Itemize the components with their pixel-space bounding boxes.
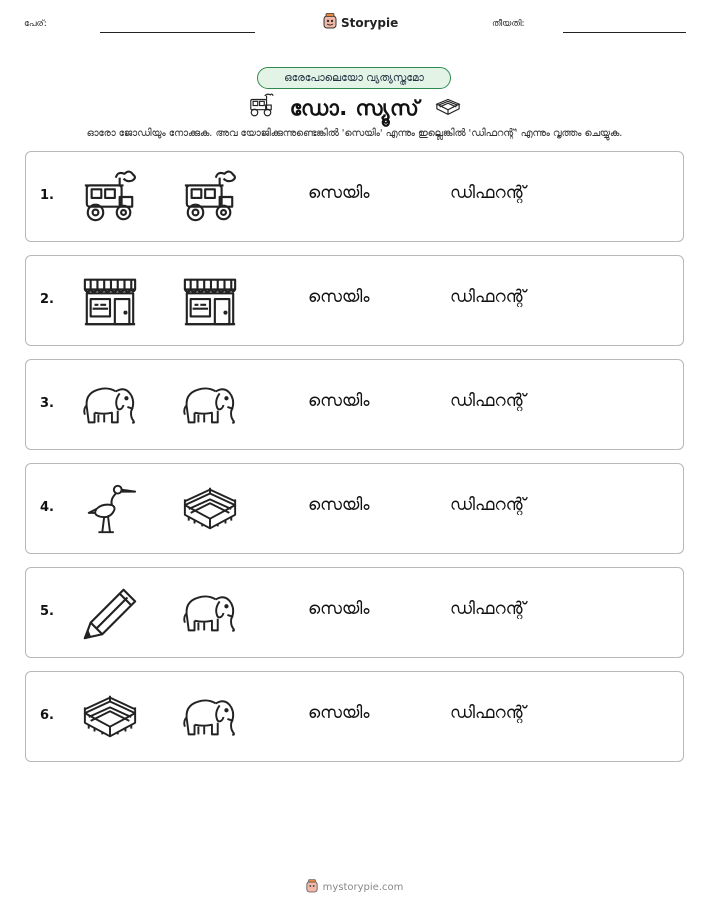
boxing-ring-icon [181,480,239,538]
question-card [25,463,684,554]
topic-tag-text: ഒരേപോലെയോ വ്യത്യസ്തമോ [284,71,424,84]
question-card [25,359,684,450]
question-number: 4. [40,500,54,515]
worksheet-header [0,0,709,50]
option-same[interactable]: സെയിം [308,391,370,411]
storypie-logo-icon [306,879,318,896]
worksheet-title: ഡോ. സ്യൂസ് [289,95,420,120]
option-different[interactable]: ഡിഫറന്റ് [450,287,526,307]
instructions: ഓരോ ജോഡിയും നോക്കുക. അവ യോജിക്കുന്നുണ്ടെങ്കിൽ 'സെയിം' എന്നും ഇല്ലെങ്കിൽ 'ഡിഫറന്റ്' എന്നും വൃത്തം ചെയ്യുക. [86,128,623,139]
question-number: 5. [40,604,54,619]
steam-car-icon [181,168,239,226]
name-line [100,32,255,33]
option-different[interactable]: ഡിഫറന്റ് [450,391,526,411]
question-number: 1. [40,188,54,203]
question-card [25,151,684,242]
option-different[interactable]: ഡിഫറന്റ് [450,183,526,203]
question-number: 6. [40,708,54,723]
stork-icon [81,480,139,538]
option-different[interactable]: ഡിഫറന്റ് [450,495,526,515]
date-line [563,32,686,33]
shop-icon [181,272,239,330]
topic-tag [257,67,451,89]
question-number: 3. [40,396,54,411]
option-same[interactable]: സെയിം [308,703,370,723]
question-card [25,255,684,346]
elephant-icon [181,584,239,642]
pencil-icon [81,584,139,642]
footer [0,879,709,896]
brand-logo [323,13,398,33]
elephant-icon [181,376,239,434]
steam-car-icon [246,93,276,123]
elephant-icon [181,688,239,746]
option-same[interactable]: സെയിം [308,599,370,619]
steam-car-icon [81,168,139,226]
shop-icon [81,272,139,330]
elephant-icon [81,376,139,434]
option-same[interactable]: സെയിം [308,287,370,307]
option-same[interactable]: സെയിം [308,495,370,515]
boxing-ring-icon [433,93,463,123]
question-number: 2. [40,292,54,307]
option-same[interactable]: സെയിം [308,183,370,203]
question-card [25,671,684,762]
option-different[interactable]: ഡിഫറന്റ് [450,703,526,723]
footer-site: mystorypie.com [322,882,404,893]
name-label: പേര്: [24,19,47,29]
boxing-ring-icon [81,688,139,746]
option-different[interactable]: ഡിഫറന്റ് [450,599,526,619]
question-card [25,567,684,658]
date-label: തീയതി: [492,19,525,29]
title-row [0,92,709,124]
brand-name: Storypie [341,16,399,30]
storypie-logo-icon [323,13,337,33]
